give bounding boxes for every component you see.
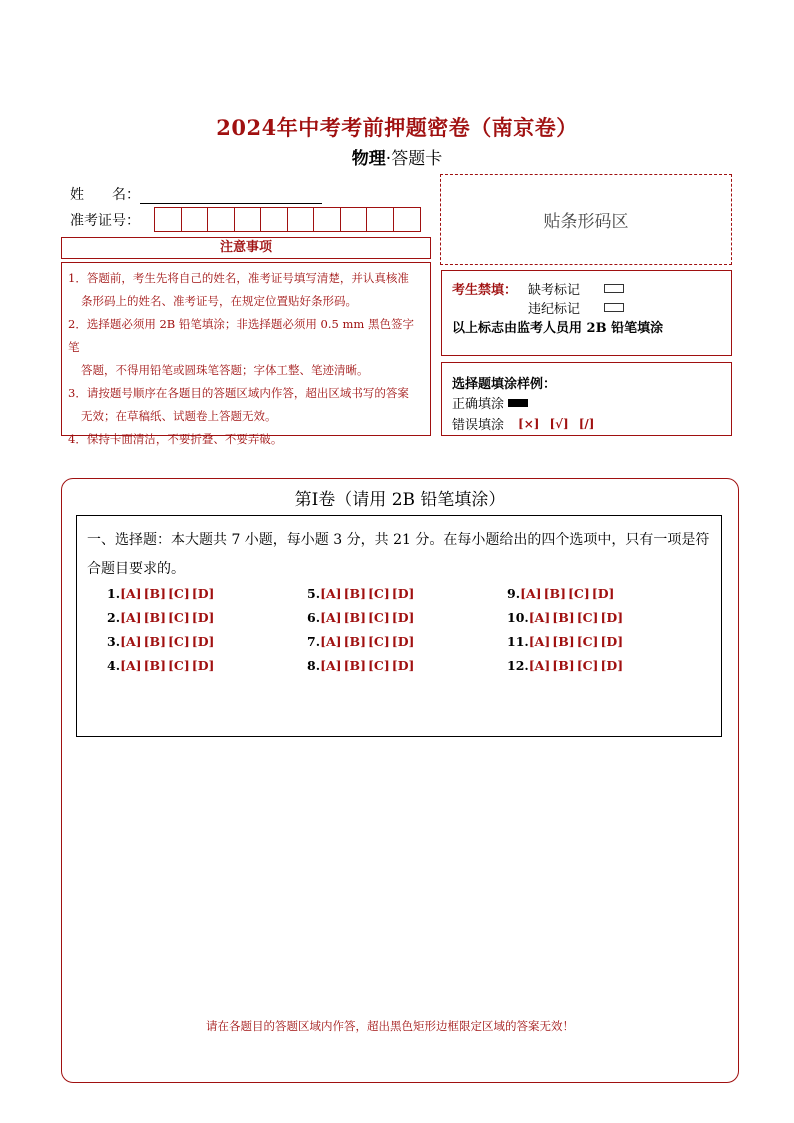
answer-item [507, 658, 707, 682]
answer-option[interactable]: [C] [368, 586, 390, 601]
answer-option[interactable]: [D] [600, 634, 624, 649]
wrong-label: 错误填涂 [452, 418, 505, 433]
answer-option[interactable]: [A] [120, 634, 142, 649]
id-digit-box[interactable] [182, 208, 209, 231]
id-digit-box[interactable] [288, 208, 315, 231]
footer-warning: 请在各题目的答题区域内作答，超出黑色矩形边框限定区域的答案无效！ [206, 1019, 574, 1033]
note-continuation: 答题，不得用铅笔或圆珠笔答题；字体工整、笔迹清晰。 [81, 363, 369, 377]
answer-item [307, 658, 507, 682]
question-number: 11. [507, 634, 529, 649]
answer-option[interactable]: [D] [391, 658, 415, 673]
answer-row [107, 586, 707, 610]
note-item [68, 428, 424, 451]
answer-item [107, 634, 307, 658]
answer-option[interactable]: [A] [120, 610, 142, 625]
note-item [68, 267, 424, 313]
id-digit-box[interactable] [155, 208, 182, 231]
wrong-mark-slash: [/] [578, 416, 595, 431]
answer-option[interactable]: [A] [528, 610, 551, 625]
wrong-mark-cross: [×] [518, 416, 540, 431]
answer-option[interactable]: [A] [120, 586, 142, 601]
absent-mark-box[interactable] [604, 284, 624, 293]
answer-option[interactable]: [D] [391, 586, 415, 601]
answer-option[interactable]: [B] [343, 634, 366, 649]
forbid-note: 以上标志由监考人员用 2B 铅笔填涂 [452, 321, 664, 336]
id-row [70, 207, 421, 232]
note-continuation: 条形码上的姓名、准考证号，在规定位置贴好条形码。 [81, 294, 357, 308]
id-digit-box[interactable] [341, 208, 368, 231]
answer-option[interactable]: [A] [528, 634, 551, 649]
answer-row [107, 658, 707, 682]
answer-option[interactable]: [B] [543, 586, 566, 601]
card-label: 答题卡 [391, 149, 443, 169]
answer-option[interactable]: [D] [391, 610, 415, 625]
name-field[interactable] [140, 187, 322, 204]
correct-row [452, 393, 528, 412]
answer-row [107, 634, 707, 658]
answer-option[interactable]: [D] [591, 586, 615, 601]
barcode-area: 贴条形码区 [440, 174, 732, 265]
answer-option[interactable]: [B] [143, 658, 166, 673]
answer-option[interactable]: [A] [528, 658, 551, 673]
answer-option[interactable]: [A] [120, 658, 142, 673]
note-first-line: 2．选择题必须用 2B 铅笔填涂；非选择题必须用 0.5 mm 黑色签字笔 [68, 317, 414, 354]
note-item [68, 382, 424, 428]
wrong-row [452, 414, 594, 433]
question-number: 9. [507, 586, 521, 601]
id-boxes[interactable] [154, 207, 421, 232]
name-row [70, 184, 322, 204]
answer-option[interactable]: [B] [143, 586, 166, 601]
note-first-line: 1．答题前，考生先将自己的姓名，准考证号填写清楚，并认真核准 [68, 271, 409, 285]
answer-grid [107, 586, 707, 682]
answer-item [307, 610, 507, 634]
note-first-line: 3．请按题号顺序在各题目的答题区域内作答，超出区域书写的答案 [68, 386, 409, 400]
answer-option[interactable]: [D] [600, 658, 624, 673]
answer-option[interactable]: [A] [520, 586, 542, 601]
id-digit-box[interactable] [208, 208, 235, 231]
absent-row [528, 279, 624, 298]
answer-option[interactable]: [B] [143, 634, 166, 649]
question-number: 3. [107, 634, 121, 649]
answer-option[interactable]: [B] [552, 658, 575, 673]
answer-item [307, 586, 507, 610]
section-title: 第Ⅰ卷（请用 2B 铅笔填涂） [294, 490, 506, 510]
notes-box [61, 262, 431, 446]
page-title: 2024年中考考前押题密卷（南京卷） [216, 115, 578, 140]
notes-header: 注意事项 [61, 237, 431, 259]
violation-row [528, 298, 624, 317]
absent-label: 缺考标记 [528, 283, 581, 298]
answer-row [107, 610, 707, 634]
answer-option[interactable]: [A] [320, 658, 342, 673]
answer-option[interactable]: [C] [168, 634, 190, 649]
answer-option[interactable]: [C] [168, 610, 190, 625]
answer-option[interactable]: [C] [168, 586, 190, 601]
wrong-mark-check: [√] [549, 416, 569, 431]
forbid-label: 考生禁填： [452, 283, 518, 298]
id-digit-box[interactable] [314, 208, 341, 231]
answer-option[interactable]: [B] [343, 610, 366, 625]
answer-option[interactable]: [D] [191, 586, 215, 601]
answer-option[interactable]: [C] [576, 610, 599, 625]
answer-option[interactable]: [D] [191, 634, 215, 649]
id-digit-box[interactable] [367, 208, 394, 231]
question-number: 1. [107, 586, 121, 601]
answer-option[interactable]: [A] [320, 586, 342, 601]
question-number: 2. [107, 610, 121, 625]
name-label: 姓 名： [70, 187, 140, 203]
answer-option[interactable]: [B] [143, 610, 166, 625]
subtitle-separator: · [385, 149, 392, 169]
question-number: 5. [307, 586, 321, 601]
question-number: 4. [107, 658, 121, 673]
id-label: 准考证号： [70, 212, 140, 229]
id-digit-box[interactable] [261, 208, 288, 231]
question-number: 10. [507, 610, 529, 625]
answer-option[interactable]: [D] [191, 658, 215, 673]
page-subtitle [0, 144, 794, 169]
answer-item [507, 610, 707, 634]
answer-option[interactable]: [C] [368, 610, 390, 625]
answer-option[interactable]: [B] [343, 586, 366, 601]
note-item [68, 313, 424, 382]
correct-label: 正确填涂 [452, 397, 505, 412]
answer-item [507, 634, 707, 658]
answer-option[interactable]: [C] [568, 586, 590, 601]
answer-item [107, 658, 307, 682]
id-digit-box[interactable] [394, 208, 421, 231]
answer-option[interactable]: [D] [191, 610, 215, 625]
violation-label: 违纪标记 [528, 302, 581, 317]
subject-label: 物理 [351, 149, 386, 169]
sample-title: 选择题填涂样例： [452, 377, 557, 392]
answer-option[interactable]: [C] [576, 634, 599, 649]
answer-option[interactable]: [C] [576, 658, 599, 673]
answer-option[interactable]: [D] [600, 610, 624, 625]
question-number: 8. [307, 658, 321, 673]
exam-forbid-box [441, 270, 732, 356]
answer-option[interactable]: [C] [368, 658, 390, 673]
id-digit-box[interactable] [235, 208, 262, 231]
answer-option[interactable]: [D] [391, 634, 415, 649]
answer-option[interactable]: [B] [552, 610, 575, 625]
answer-option[interactable]: [C] [368, 634, 390, 649]
answer-option[interactable]: [A] [320, 634, 342, 649]
section-one [61, 478, 739, 1083]
note-first-line: 4．保持卡面清洁，不要折叠、不要弄破。 [68, 432, 283, 446]
question-description: 一、选择题：本大题共 7 小题，每小题 3 分，共 21 分。在每小题给出的四个选项中，只有一项是符合题目要求的。 [87, 532, 710, 577]
answer-option[interactable]: [B] [552, 634, 575, 649]
violation-mark-box[interactable] [604, 303, 624, 312]
question-number: 7. [307, 634, 321, 649]
fill-sample-box [441, 362, 732, 436]
answer-option[interactable]: [B] [343, 658, 366, 673]
note-continuation: 无效；在草稿纸、试题卷上答题无效。 [81, 409, 277, 423]
question-number: 6. [307, 610, 321, 625]
answer-option[interactable]: [C] [168, 658, 190, 673]
filled-mark-sample [508, 399, 528, 407]
answer-item [307, 634, 507, 658]
question-number: 12. [507, 658, 529, 673]
answer-item [107, 586, 307, 610]
answer-option[interactable]: [A] [320, 610, 342, 625]
choice-question-box [76, 515, 722, 737]
answer-item [507, 586, 707, 610]
answer-item [107, 610, 307, 634]
